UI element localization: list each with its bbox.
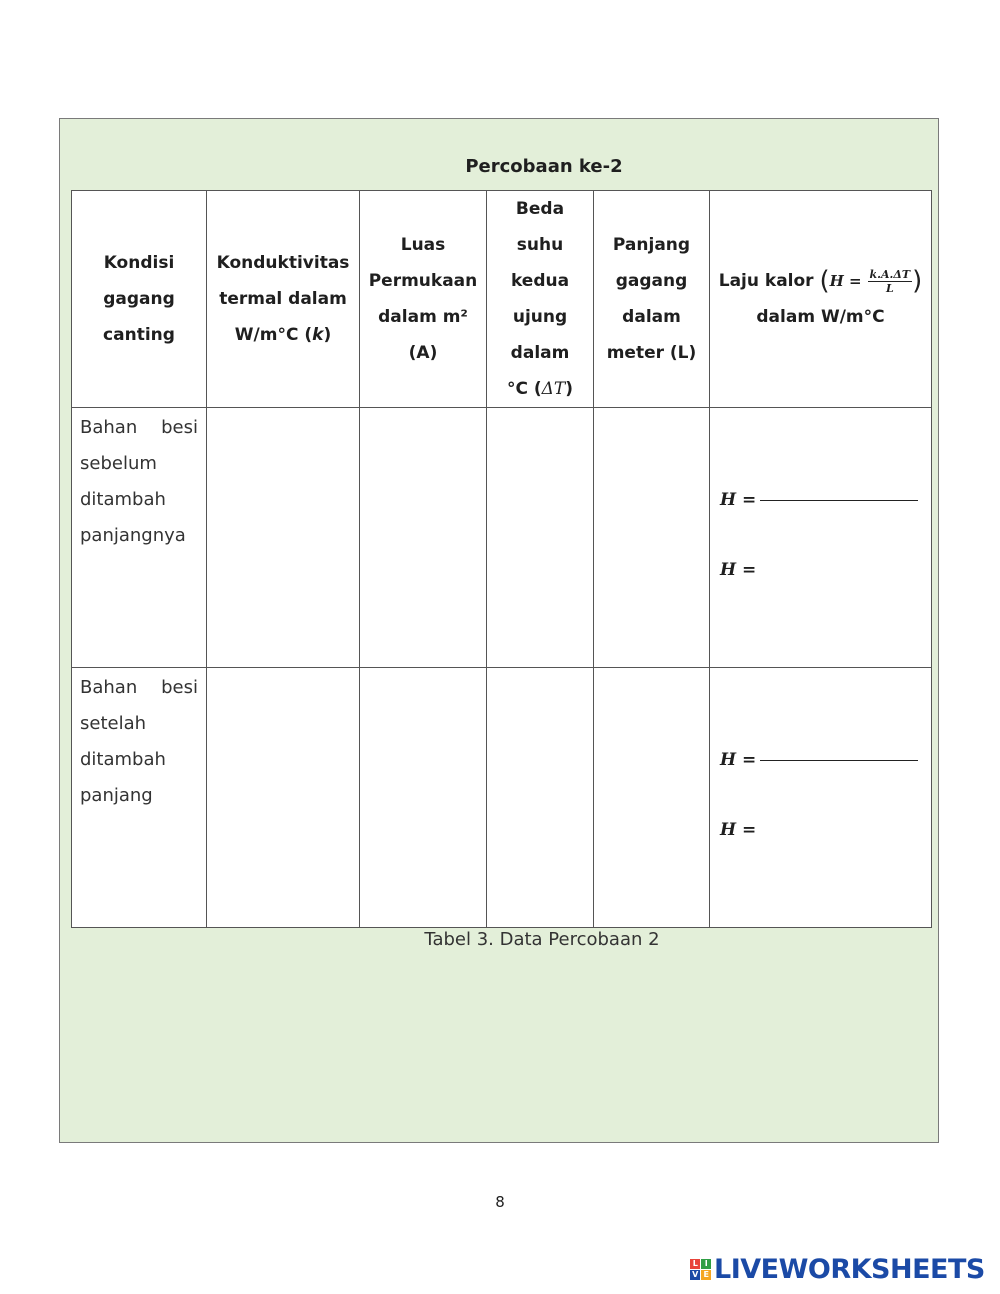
formula-fraction	[868, 268, 913, 295]
header-luas-line: (A)	[408, 343, 438, 363]
paren-close-icon: )	[912, 266, 923, 296]
page-number: 8	[495, 1193, 505, 1211]
h-label: H =	[720, 820, 757, 840]
condition-line: sebelum	[80, 453, 157, 474]
header-beda-line: kedua	[510, 271, 570, 291]
logo-letter: V	[690, 1270, 700, 1280]
header-panjang-line: meter (L)	[606, 343, 697, 363]
header-konduktivitas-unit: W/m°C (	[234, 325, 313, 345]
header-konduktivitas-line	[207, 317, 359, 353]
header-beda-line: ujung	[512, 307, 568, 327]
header-panjang-line: dalam	[622, 307, 681, 327]
header-konduktivitas	[207, 191, 360, 408]
header-panjang	[594, 191, 710, 408]
fraction-blank	[760, 760, 918, 761]
h-result-line[interactable]	[720, 820, 756, 840]
h-fraction-line[interactable]	[720, 750, 918, 770]
header-kondisi-line: gagang	[103, 289, 175, 309]
liveworksheets-logo-icon	[690, 1259, 711, 1280]
header-beda-line: Beda	[515, 199, 565, 219]
formula-denominator: L	[885, 281, 894, 295]
table-row	[72, 668, 932, 928]
condition-line: panjang	[80, 785, 153, 806]
paren-open-icon: (	[819, 266, 830, 296]
condition-line: Bahan besi	[80, 417, 198, 438]
luas-input-cell[interactable]	[360, 408, 487, 668]
fraction-blank	[760, 500, 918, 501]
table-header-row	[72, 191, 932, 408]
header-luas	[360, 191, 487, 408]
konduktivitas-input-cell[interactable]	[207, 668, 360, 928]
header-beda-symbol: ΔT	[541, 379, 566, 399]
header-panjang-line: gagang	[615, 271, 688, 291]
logo-letter: L	[690, 1259, 700, 1269]
header-beda-line: dalam	[510, 343, 570, 363]
header-laju-line	[710, 263, 931, 299]
laju-kalor-cell	[710, 668, 932, 928]
h-fraction-line[interactable]	[720, 490, 918, 510]
table-row	[72, 408, 932, 668]
panjang-input-cell[interactable]	[594, 408, 710, 668]
data-table	[71, 190, 932, 928]
condition-line: ditambah	[80, 749, 166, 770]
condition-line: ditambah	[80, 489, 166, 510]
header-konduktivitas-symbol: k	[312, 325, 324, 345]
header-luas-line: Permukaan	[368, 271, 478, 291]
panjang-input-cell[interactable]	[594, 668, 710, 928]
header-konduktivitas-line: Konduktivitas	[216, 253, 350, 273]
brand-name: LIVEWORKSHEETS	[714, 1253, 985, 1285]
h-label: H =	[720, 750, 757, 770]
condition-cell	[72, 408, 207, 668]
header-kondisi-line: Kondisi	[103, 253, 175, 273]
header-konduktivitas-line: termal dalam	[219, 289, 347, 309]
condition-cell	[72, 668, 207, 928]
table-caption: Tabel 3. Data Percobaan 2	[424, 929, 660, 950]
header-beda-line	[487, 371, 593, 407]
header-laju-unit: dalam W/m°C	[756, 307, 885, 327]
formula-lhs: H =	[829, 272, 862, 290]
logo-letter: I	[701, 1259, 711, 1269]
header-beda-close: )	[565, 379, 574, 399]
beda-suhu-input-cell[interactable]	[487, 408, 594, 668]
header-kondisi	[72, 191, 207, 408]
condition-line: setelah	[80, 713, 147, 734]
header-laju-label: Laju kalor	[718, 271, 814, 291]
beda-suhu-input-cell[interactable]	[487, 668, 594, 928]
panel-title: Percobaan ke-2	[465, 156, 623, 177]
header-kondisi-line: canting	[103, 325, 175, 345]
header-beda-suhu	[487, 191, 594, 408]
h-label: H =	[720, 560, 757, 580]
header-laju-kalor	[710, 191, 932, 408]
formula-numerator: k.A.ΔT	[869, 267, 911, 281]
logo-letter: E	[701, 1270, 711, 1280]
liveworksheets-logo[interactable]	[690, 1252, 990, 1286]
laju-kalor-cell	[710, 408, 932, 668]
h-label: H =	[720, 490, 757, 510]
header-beda-line: suhu	[516, 235, 564, 255]
header-panjang-line: Panjang	[612, 235, 691, 255]
luas-input-cell[interactable]	[360, 668, 487, 928]
header-luas-line: dalam m²	[378, 307, 468, 327]
konduktivitas-input-cell[interactable]	[207, 408, 360, 668]
condition-line: panjangnya	[80, 525, 186, 546]
header-beda-unit: °C (	[506, 379, 542, 399]
header-luas-line: Luas	[400, 235, 446, 255]
h-result-line[interactable]	[720, 560, 756, 580]
header-konduktivitas-close: )	[323, 325, 332, 345]
condition-line: Bahan besi	[80, 677, 198, 698]
